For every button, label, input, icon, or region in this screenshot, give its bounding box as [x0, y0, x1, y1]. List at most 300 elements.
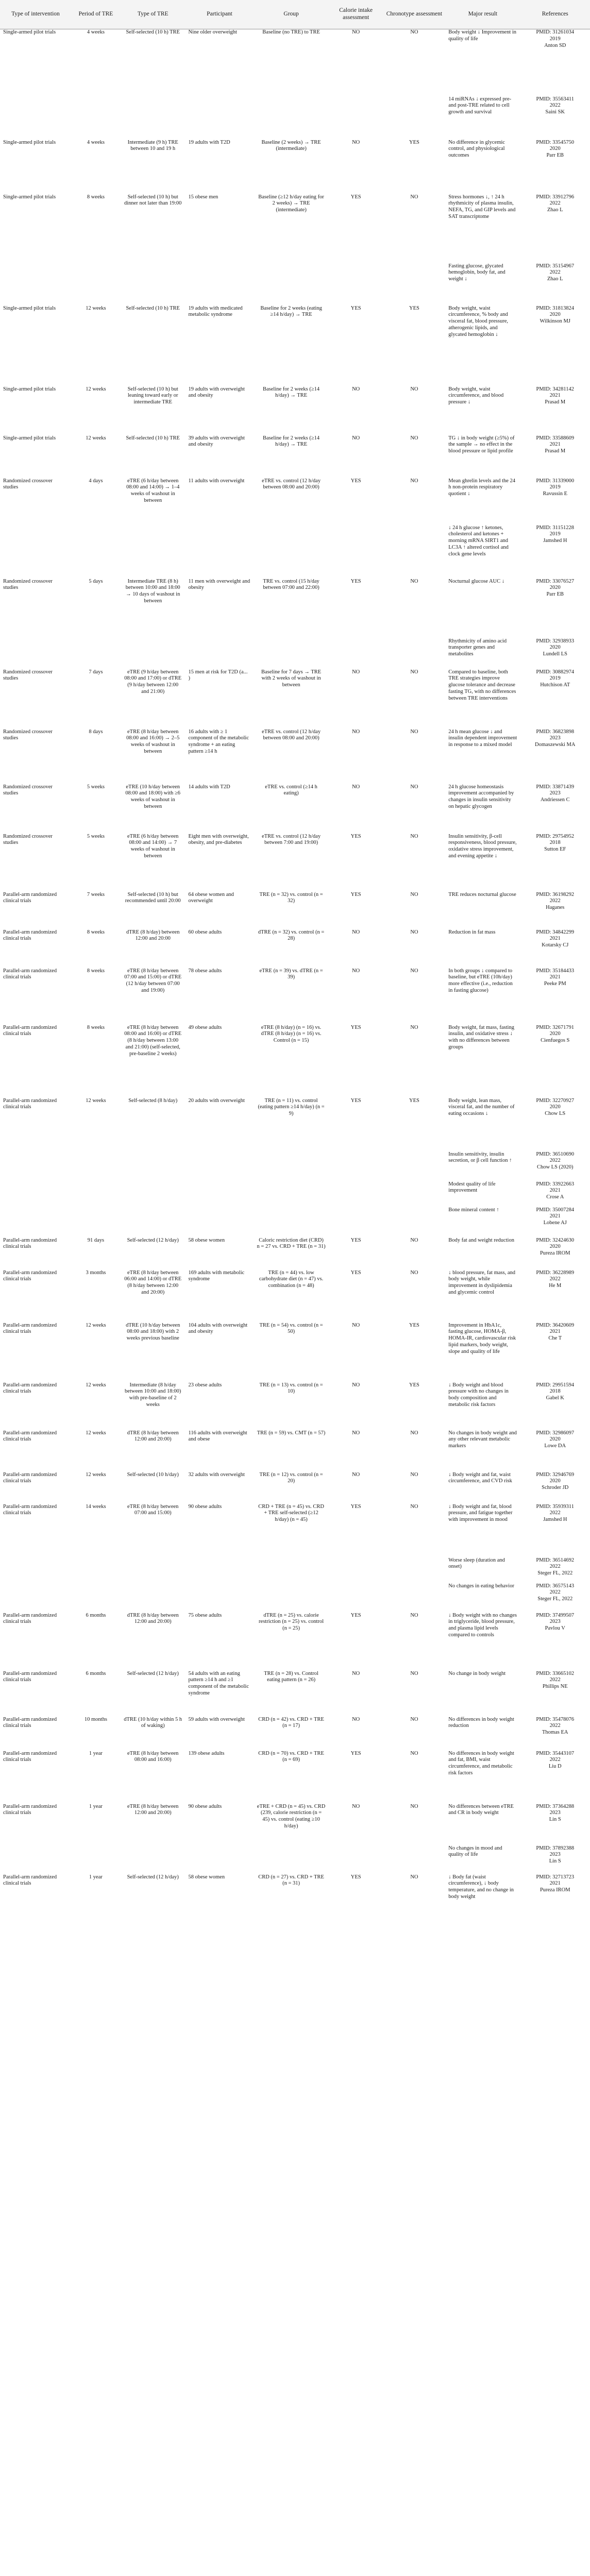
cell-reference: PMID: 36514692 2022 Steger FL, 2022: [536, 1557, 575, 1577]
cell-group: TRE (n = 32) vs. control (n = 32): [259, 891, 323, 904]
cell-chronotype: [383, 96, 446, 140]
cell-reference: PMID: 37364288 2023 Lin S: [536, 1803, 575, 1823]
cell-period-of-tre: 12 weeks: [86, 1322, 106, 1328]
table-row: [0, 478, 590, 525]
table-row: [0, 1583, 590, 1613]
cell-period-of-tre: [71, 1845, 121, 1874]
cell-chronotype: NO: [410, 833, 418, 839]
cell-reference: PMID: 35007284 2021 Lobene AJ: [536, 1207, 575, 1226]
cell-calorie-intake: [329, 263, 383, 306]
cell-type-of-tre: [121, 1557, 186, 1583]
table-body: [0, 29, 590, 1923]
cell-calorie-intake: [329, 638, 383, 669]
cell-major-result: No difference in glycemic control, and physiological outcomes: [448, 139, 505, 159]
cell-type-of-intervention: Parallel-arm randomized clinical trials: [3, 1803, 57, 1816]
table-row: [0, 579, 590, 638]
cell-participant: 59 adults with overweight: [188, 1716, 245, 1722]
table-row: [0, 968, 590, 1025]
table-row: [0, 638, 590, 669]
cell-reference: PMID: 32946769 2020 Schroder JD: [536, 1471, 575, 1491]
table-row: [0, 1671, 590, 1717]
cell-group: CRD + TRE (n = 45) vs. CRD + TRE self-selected (≥12 h/day) (n = 45): [258, 1503, 324, 1523]
cell-major-result: Rhythmicity of amino acid transporter genes and metabolites: [448, 638, 507, 657]
cell-participant: [186, 638, 254, 669]
cell-major-result: Compared to baseline, both TRE strategies improve glucose tolerance and decrease fasting TG, with no differences between TRE interventions: [448, 669, 516, 701]
cell-type-of-intervention: Randomized crossover studies: [3, 669, 53, 682]
table-row: [0, 1874, 590, 1923]
cell-type-of-intervention: [0, 525, 71, 579]
cell-period-of-tre: 5 weeks: [87, 784, 105, 790]
cell-chronotype: NO: [410, 386, 418, 392]
cell-major-result: No changes in eating behavior: [448, 1583, 514, 1589]
cell-reference: PMID: 36823898 2023 Domaszewski MA: [535, 728, 576, 748]
cell-chronotype: YES: [409, 139, 419, 145]
header-major-result: Major result: [445, 0, 520, 29]
cell-chronotype: NO: [410, 1237, 418, 1243]
cell-period-of-tre: 5 weeks: [87, 833, 105, 839]
cell-type-of-intervention: Randomized crossover studies: [3, 578, 53, 591]
cell-type-of-intervention: Parallel-arm randomized clinical trials: [3, 891, 57, 904]
cell-major-result: ↓ blood pressure, fat mass, and body weight, while improvement in dyslipidemia and glycemic control: [448, 1269, 515, 1295]
cell-reference: PMID: 33545750 2020 Parr EB: [536, 139, 575, 159]
cell-participant: 20 adults with overweight: [188, 1097, 245, 1104]
cell-period-of-tre: 12 weeks: [86, 1097, 106, 1104]
cell-major-result: Body weight, waist circumference, % body and visceral fat, blood pressure, atherogenic lipids, and glycated hemoglobin ↓: [448, 305, 508, 337]
cell-period-of-tre: 8 weeks: [87, 968, 105, 974]
cell-participant: 58 obese women: [188, 1874, 225, 1880]
cell-participant: 116 adults with overweight and obese: [188, 1430, 247, 1443]
cell-group: TRE (n = 12) vs. control (n = 20): [259, 1471, 323, 1484]
cell-reference: PMID: 32424630 2020 Pureza IROM: [536, 1237, 575, 1257]
cell-major-result: Reduction in fat mass: [448, 929, 496, 935]
cell-major-result: Bone mineral content ↑: [448, 1207, 499, 1213]
cell-type-of-intervention: [0, 263, 71, 306]
cell-reference: PMID: 29951594 2018 Gabel K: [536, 1382, 575, 1401]
cell-reference: PMID: 35939311 2022 Jamshed H: [536, 1503, 574, 1523]
cell-calorie-intake: NO: [352, 139, 360, 145]
cell-major-result: ↓ Body weight and fat, waist circumference, and CVD risk: [448, 1471, 512, 1484]
cell-type-of-tre: eTRE (9 h/day between 08:00 and 17:00) or dTRE (9 h/day between 12:00 and 21:00): [124, 669, 182, 694]
table-row: [0, 1382, 590, 1430]
cell-period-of-tre: 1 year: [89, 1803, 103, 1809]
cell-participant: 16 adults with ≥ 1 component of the metabolic syndrome + an eating pattern ≥14 h: [188, 728, 249, 754]
cell-participant: 14 adults with T2D: [188, 784, 230, 790]
cell-type-of-tre: Self-selected (10 h) TRE: [126, 435, 180, 441]
cell-type-of-intervention: Parallel-arm randomized clinical trials: [3, 1716, 57, 1729]
cell-type-of-tre: eTRE (8 h/day between 08:00 and 16:00) or dTRE (8 h/day between 13:00 and 21:00) (self-selected, pre-baseline 2 weeks): [124, 1024, 182, 1057]
cell-participant: 64 obese women and overweight: [188, 891, 234, 904]
cell-calorie-intake: YES: [350, 1612, 361, 1618]
cell-participant: [186, 263, 254, 306]
cell-type-of-tre: dTRE (8 h/day between 12:00 and 20:00): [127, 1612, 179, 1625]
cell-period-of-tre: [71, 1583, 121, 1613]
cell-calorie-intake: NO: [352, 1382, 360, 1388]
cell-participant: [186, 1151, 254, 1181]
cell-chronotype: [383, 638, 446, 669]
cell-calorie-intake: YES: [350, 478, 361, 484]
cell-chronotype: NO: [410, 1874, 418, 1880]
cell-group: [254, 638, 328, 669]
cell-type-of-tre: eTRE (6 h/day between 08:00 and 14:00) → 1–4 weeks of washout in between: [126, 478, 180, 503]
cell-type-of-intervention: Parallel-arm randomized clinical trials: [3, 1471, 57, 1484]
cell-chronotype: YES: [409, 305, 419, 311]
cell-type-of-tre: Intermediate (9 h) TRE between 10 and 19 h: [127, 139, 178, 152]
cell-reference: PMID: 30882974 2019 Hutchison AT: [536, 669, 575, 688]
cell-major-result: Body weight, fat mass, fasting insulin, and oxidative stress ↓ with no differences between groups: [448, 1024, 514, 1050]
cell-period-of-tre: [71, 96, 121, 140]
cell-type-of-intervention: Parallel-arm randomized clinical trials: [3, 1322, 57, 1335]
cell-period-of-tre: 1 year: [89, 1874, 103, 1880]
cell-group: Baseline for 2 weeks (≥14 h/day) → TRE: [263, 435, 320, 448]
cell-chronotype: NO: [410, 968, 418, 974]
cell-type-of-tre: [121, 638, 186, 669]
cell-reference: PMID: 31813824 2020 Wilkinson MJ: [536, 305, 575, 325]
cell-type-of-tre: eTRE (8 h/day between 07:00 and 15:00) or dTRE (12 h/day between 07:00 and 19:00): [124, 968, 182, 993]
cell-major-result: Insulin sensitivity, insulin secretion, or β cell function ↑: [448, 1151, 512, 1164]
cell-period-of-tre: 12 weeks: [86, 435, 106, 441]
cell-period-of-tre: 3 months: [86, 1269, 106, 1276]
cell-major-result: Body fat and weight reduction: [448, 1237, 514, 1243]
cell-chronotype: NO: [410, 1471, 418, 1478]
cell-chronotype: [383, 1151, 446, 1181]
cell-type-of-tre: dTRE (8 h/day between 12:00 and 20:00): [127, 1430, 179, 1443]
cell-period-of-tre: 5 days: [89, 578, 103, 584]
table-row: [0, 525, 590, 579]
cell-participant: 78 obese adults: [188, 968, 222, 974]
cell-type-of-tre: Self-selected (10 h) but leaning toward early or intermediate TRE: [127, 386, 178, 405]
cell-group: [254, 1207, 328, 1238]
cell-reference: PMID: 34842299 2021 Kotarsky CJ: [536, 929, 575, 948]
cell-major-result: 24 h mean glucose ↓ and insulin dependent improvement in response to a mixed model: [448, 728, 517, 748]
cell-type-of-tre: eTRE (6 h/day between 08:00 and 14:00) → 7 weeks of washout in between: [127, 833, 179, 859]
cell-calorie-intake: [329, 1557, 383, 1583]
cell-reference: PMID: 31339000 2019 Ravussin E: [536, 478, 575, 497]
cell-group: [254, 1845, 328, 1874]
cell-group: [254, 263, 328, 306]
header-calorie-intake-assessment: Calorie intake assessment: [329, 0, 383, 29]
cell-period-of-tre: 12 weeks: [86, 1382, 106, 1388]
cell-group: TRE (n = 54) vs. control (n = 50): [259, 1322, 323, 1335]
cell-reference: PMID: 34281142 2021 Prasad M: [536, 386, 574, 405]
cell-participant: 23 obese adults: [188, 1382, 222, 1388]
cell-group: TRE (n = 11) vs. control (eating pattern ≥14 h/day) (n = 9): [258, 1097, 325, 1117]
cell-group: [254, 1151, 328, 1181]
cell-calorie-intake: YES: [350, 1503, 361, 1510]
cell-major-result: Nocturnal glucose AUC ↓: [448, 578, 505, 584]
cell-participant: 139 obese adults: [188, 1750, 225, 1756]
cell-reference: PMID: 32938933 2020 Lundell LS: [536, 638, 575, 657]
cell-group: TRE (n = 28) vs. Control eating pattern (n = 26): [264, 1670, 318, 1683]
cell-major-result: Body weight, waist circumference, and blood pressure ↓: [448, 386, 504, 405]
cell-group: eTRE (8 h/day) (n = 16) vs. dTRE (8 h/day) (n = 16) vs. Control (n = 15): [261, 1024, 322, 1044]
cell-chronotype: NO: [410, 1612, 418, 1618]
table-row: [0, 1751, 590, 1804]
cell-type-of-intervention: Parallel-arm randomized clinical trials: [3, 1382, 57, 1395]
cell-calorie-intake: YES: [350, 305, 361, 311]
cell-major-result: No differences in body weight and fat, BMI, waist circumference, and metabolic risk factors: [448, 1750, 514, 1776]
cell-chronotype: NO: [410, 728, 418, 735]
cell-period-of-tre: [71, 638, 121, 669]
cell-group: [254, 1557, 328, 1583]
table-row: [0, 1845, 590, 1874]
cell-chronotype: [383, 1845, 446, 1874]
cell-participant: 39 adults with overweight and obesity: [188, 435, 245, 448]
cell-calorie-intake: NO: [352, 435, 360, 441]
header-chronotype-assessment: Chronotype assessment: [383, 0, 446, 29]
cell-period-of-tre: 8 weeks: [87, 1024, 105, 1030]
cell-type-of-tre: Self-selected (10 h) TRE: [126, 29, 180, 35]
cell-chronotype: NO: [410, 1716, 418, 1722]
cell-major-result: No differences in body weight reduction: [448, 1716, 514, 1729]
cell-chronotype: NO: [410, 29, 418, 35]
cell-type-of-tre: [121, 1207, 186, 1238]
table-row: [0, 834, 590, 892]
cell-chronotype: YES: [409, 1382, 419, 1388]
cell-calorie-intake: YES: [350, 1269, 361, 1276]
cell-participant: 11 men with overweight and obesity: [188, 578, 250, 591]
cell-major-result: TG ↓ in body weight (≥5%) of the sample → no effect in the blood pressure or lipid profile: [448, 435, 515, 454]
cell-reference: PMID: 35184433 2021 Peeke PM: [536, 968, 575, 987]
cell-major-result: No differences between eTRE and CR in body weight: [448, 1803, 514, 1816]
cell-participant: 75 obese adults: [188, 1612, 222, 1618]
cell-chronotype: [383, 1207, 446, 1238]
cell-type-of-tre: Self-selected (12 h/day): [127, 1670, 179, 1676]
cell-chronotype: NO: [410, 1024, 418, 1030]
cell-type-of-intervention: [0, 638, 71, 669]
cell-group: eTRE vs. control (≥14 h eating): [265, 784, 317, 796]
cell-participant: [186, 1845, 254, 1874]
cell-participant: [186, 96, 254, 140]
cell-group: eTRE vs. control (12 h/day between 08:00 and 20:00): [262, 478, 321, 490]
cell-type-of-tre: Self-selected (12 h/day): [127, 1237, 179, 1243]
cell-major-result: ↓ Body weight and fat, blood pressure, and fatigue together with improvement in mood: [448, 1503, 513, 1523]
cell-calorie-intake: NO: [352, 386, 360, 392]
table-row: [0, 140, 590, 194]
cell-period-of-tre: [71, 1207, 121, 1238]
cell-type-of-intervention: Parallel-arm randomized clinical trials: [3, 1024, 57, 1037]
cell-participant: 19 adults with T2D: [188, 139, 230, 145]
cell-period-of-tre: [71, 1151, 121, 1181]
table-row: [0, 1613, 590, 1671]
cell-period-of-tre: 6 months: [86, 1670, 106, 1676]
cell-type-of-intervention: Parallel-arm randomized clinical trials: [3, 1750, 57, 1763]
cell-participant: 19 adults with medicated metabolic syndrome: [188, 305, 243, 318]
cell-period-of-tre: [71, 1557, 121, 1583]
header-type-of-tre: Type of TRE: [121, 0, 186, 29]
table-row: [0, 1323, 590, 1382]
cell-participant: 15 obese men: [188, 194, 218, 200]
cell-major-result: 24 h glucose homeostasis improvement accompanied by changes in insulin sensitivity on hepatic glycogen: [448, 784, 514, 809]
cell-reference: PMID: 35563411 2022 Saini SK: [536, 96, 574, 115]
cell-type-of-tre: [121, 1845, 186, 1874]
table-row: [0, 1557, 590, 1583]
cell-participant: [186, 1557, 254, 1583]
cell-calorie-intake: [329, 1207, 383, 1238]
cell-type-of-tre: [121, 1151, 186, 1181]
cell-calorie-intake: NO: [352, 1803, 360, 1809]
cell-participant: 54 adults with an eating pattern ≥14 h and ≥1 component of the metabolic syndrome: [188, 1670, 249, 1696]
cell-reference: PMID: 37499507 2023 Pavlou V: [536, 1612, 575, 1632]
table-row: [0, 1270, 590, 1323]
cell-group: eTRE vs. control (12 h/day between 08:00 and 20:00): [262, 728, 321, 741]
cell-group: Baseline (≥12 h/day eating for 2 weeks) → TRE (intermediate): [258, 194, 324, 213]
table-row: [0, 784, 590, 834]
cell-chronotype: NO: [410, 929, 418, 935]
cell-group: [254, 1583, 328, 1613]
cell-chronotype: [383, 1557, 446, 1583]
cell-type-of-intervention: [0, 1845, 71, 1874]
cell-major-result: No changes in body weight and any other relevant metabolic markers: [448, 1430, 517, 1449]
cell-participant: 19 adults with overweight and obesity: [188, 386, 245, 399]
cell-reference: PMID: 35478076 2022 Thomas EA: [536, 1716, 575, 1736]
cell-calorie-intake: NO: [352, 1430, 360, 1436]
cell-period-of-tre: [71, 1181, 121, 1207]
cell-participant: 11 adults with overweight: [188, 478, 245, 484]
cell-major-result: TRE reduces nocturnal glucose: [448, 891, 516, 897]
cell-calorie-intake: NO: [352, 669, 360, 675]
cell-type-of-intervention: Parallel-arm randomized clinical trials: [3, 968, 57, 980]
cell-type-of-intervention: Randomized crossover studies: [3, 728, 53, 741]
cell-type-of-intervention: Randomized crossover studies: [3, 478, 53, 490]
cell-type-of-tre: Intermediate TRE (8 h) between 10:00 and 18:00 → 10 days of washout in between: [125, 578, 180, 604]
cell-chronotype: NO: [410, 669, 418, 675]
table-row: [0, 1717, 590, 1751]
cell-reference: PMID: 33922663 2021 Crose A: [536, 1181, 575, 1200]
cell-type-of-tre: eTRE (8 h/day between 07:00 and 15:00): [127, 1503, 179, 1516]
cell-calorie-intake: [329, 1583, 383, 1613]
cell-type-of-tre: Self-selected (10 h) but recommended until 20:00: [125, 891, 181, 904]
cell-period-of-tre: 7 days: [89, 669, 103, 675]
cell-type-of-intervention: Single-armed pilot trials: [3, 194, 56, 200]
cell-type-of-intervention: Single-armed pilot trials: [3, 139, 56, 145]
cell-calorie-intake: YES: [350, 891, 361, 897]
cell-major-result: Insulin sensitivity, β-cell responsiveness, blood pressure, oxidative stress improvement, and evening appetite ↓: [448, 833, 517, 859]
table-row: [0, 1181, 590, 1207]
table-row: [0, 1472, 590, 1504]
cell-type-of-intervention: [0, 1151, 71, 1181]
cell-type-of-tre: eTRE (10 h/day between 08:00 and 18:00) with ≥6 weeks of washout in between: [125, 784, 181, 809]
table-row: [0, 306, 590, 386]
table-row: [0, 29, 590, 96]
cell-participant: 104 adults with overweight and obesity: [188, 1322, 248, 1335]
cell-calorie-intake: [329, 1181, 383, 1207]
table-row: [0, 1430, 590, 1472]
cell-reference: PMID: 32986097 2020 Lowe DA: [536, 1430, 575, 1449]
cell-reference: PMID: 29754952 2018 Sutton EF: [536, 833, 575, 853]
cell-participant: 49 obese adults: [188, 1024, 222, 1030]
cell-type-of-intervention: Parallel-arm randomized clinical trials: [3, 1670, 57, 1683]
cell-major-result: ↓ 24 h glucose ↑ ketones, cholesterol and ketones + morning mRNA SIRT1 and LC3A ↑ altered cortisol and clock gene levels: [448, 524, 509, 557]
cell-calorie-intake: YES: [350, 1874, 361, 1880]
cell-calorie-intake: NO: [352, 728, 360, 735]
cell-group: Baseline (no TRE) to TRE: [262, 29, 320, 35]
cell-type-of-tre: eTRE (8 h/day between 08:00 and 16:00) → 2–5 weeks of washout in between: [126, 728, 180, 754]
cell-major-result: Modest quality of life improvement: [448, 1181, 496, 1194]
cell-type-of-intervention: Randomized crossover studies: [3, 833, 53, 846]
cell-participant: 169 adults with metabolic syndrome: [188, 1269, 245, 1282]
cell-period-of-tre: 6 months: [86, 1612, 106, 1618]
cell-group: TRE (n = 44) vs. low carbohydrate diet (n = 47) vs. combination (n = 48): [259, 1269, 324, 1289]
cell-group: dTRE (n = 32) vs. control (n = 28): [258, 929, 325, 942]
cell-chronotype: NO: [410, 1803, 418, 1809]
header-type-of-intervention: Type of intervention: [0, 0, 71, 29]
cell-reference: PMID: 37892388 2023 Lin S: [536, 1845, 575, 1865]
cell-type-of-tre: Intermediate (8 h/day between 10:00 and 18:00) with pre-baseline of 2 weeks: [125, 1382, 181, 1408]
cell-type-of-tre: eTRE (8 h/day between 08:00 and 16:00): [127, 1750, 179, 1763]
cell-period-of-tre: 7 weeks: [87, 891, 105, 897]
cell-type-of-intervention: [0, 1207, 71, 1238]
cell-reference: PMID: 36198292 2022 Haganes: [536, 891, 575, 911]
cell-type-of-intervention: Parallel-arm randomized clinical trials: [3, 1430, 57, 1443]
cell-chronotype: NO: [410, 784, 418, 790]
table-row: [0, 669, 590, 729]
cell-chronotype: NO: [410, 478, 418, 484]
cell-reference: PMID: 33912796 2022 Zhao L: [536, 194, 575, 213]
cell-calorie-intake: NO: [352, 1322, 360, 1328]
cell-reference: PMID: 36575143 2022 Steger FL, 2022: [536, 1583, 575, 1602]
cell-type-of-tre: dTRE (10 h/day within 5 h of waking): [124, 1716, 182, 1729]
cell-type-of-tre: [121, 1583, 186, 1613]
cell-group: TRE (n = 13) vs. control (n = 10): [259, 1382, 323, 1395]
cell-chronotype: NO: [410, 435, 418, 441]
cell-calorie-intake: NO: [352, 968, 360, 974]
cell-calorie-intake: NO: [352, 1471, 360, 1478]
table-row: [0, 435, 590, 478]
cell-period-of-tre: [71, 525, 121, 579]
cell-group: CRD (n = 27) vs. CRD + TRE (n = 31): [258, 1874, 324, 1887]
header-references: References: [520, 0, 590, 29]
cell-major-result: Fasting glucose, glycated hemoglobin, body fat, and weight ↓: [448, 263, 505, 282]
cell-period-of-tre: 1 year: [89, 1750, 103, 1756]
cell-participant: 90 obese adults: [188, 1803, 222, 1809]
cell-reference: PMID: 33588609 2021 Prasad M: [536, 435, 575, 454]
cell-major-result: Body weight ↓ Improvement in quality of life: [448, 29, 517, 42]
cell-type-of-tre: Self-selected (10 h/day): [127, 1471, 179, 1478]
cell-type-of-intervention: [0, 1181, 71, 1207]
cell-type-of-tre: Self-selected (12 h/day): [127, 1874, 179, 1880]
cell-major-result: Body weight, lean mass, visceral fat, and the number of eating occasions ↓: [448, 1097, 515, 1117]
cell-calorie-intake: [329, 1151, 383, 1181]
cell-period-of-tre: 12 weeks: [86, 1471, 106, 1478]
cell-major-result: Improvement in HbA1c, fasting glucose, HOMA-β, HOMA-IR, cardiovascular risk lipid markers, body weight, slope and quality of life: [448, 1322, 516, 1354]
cell-chronotype: NO: [410, 1670, 418, 1676]
cell-reference: PMID: 36420609 2021 Che T: [536, 1322, 575, 1342]
cell-reference: PMID: 35443107 2022 Liu D: [536, 1750, 575, 1770]
table-row: [0, 729, 590, 784]
cell-calorie-intake: NO: [352, 784, 360, 790]
cell-period-of-tre: 4 weeks: [87, 139, 105, 145]
cell-period-of-tre: 4 days: [89, 478, 103, 484]
cell-chronotype: YES: [409, 1322, 419, 1328]
cell-type-of-tre: Self-selected (10 h) TRE: [126, 305, 180, 311]
cell-type-of-tre: eTRE (8 h/day between 06:00 and 14:00) or dTRE (8 h/day between 12:00 and 20:00): [124, 1269, 182, 1295]
cell-group: [254, 525, 328, 579]
cell-chronotype: NO: [410, 1503, 418, 1510]
cell-calorie-intake: YES: [350, 833, 361, 839]
cell-type-of-intervention: [0, 1557, 71, 1583]
table-row: [0, 1025, 590, 1098]
cell-group: Baseline for 2 weeks (≥14 h/day) → TRE: [263, 386, 320, 399]
cell-chronotype: [383, 263, 446, 306]
cell-type-of-tre: dTRE (10 h/day between 08:00 and 18:00) with 2 weeks previous baseline: [126, 1322, 180, 1342]
cell-type-of-intervention: [0, 1583, 71, 1613]
cell-period-of-tre: 8 weeks: [87, 194, 105, 200]
cell-participant: Nine older overweight: [188, 29, 237, 35]
cell-type-of-tre: [121, 525, 186, 579]
cell-reference: PMID: 33076527 2020 Parr EB: [536, 578, 575, 598]
table-row: [0, 263, 590, 306]
cell-group: eTRE + CRD (n = 45) vs. CRD (239, calorie restriction (n = 45) vs. control (eating ≥10 h/day): [257, 1803, 326, 1829]
